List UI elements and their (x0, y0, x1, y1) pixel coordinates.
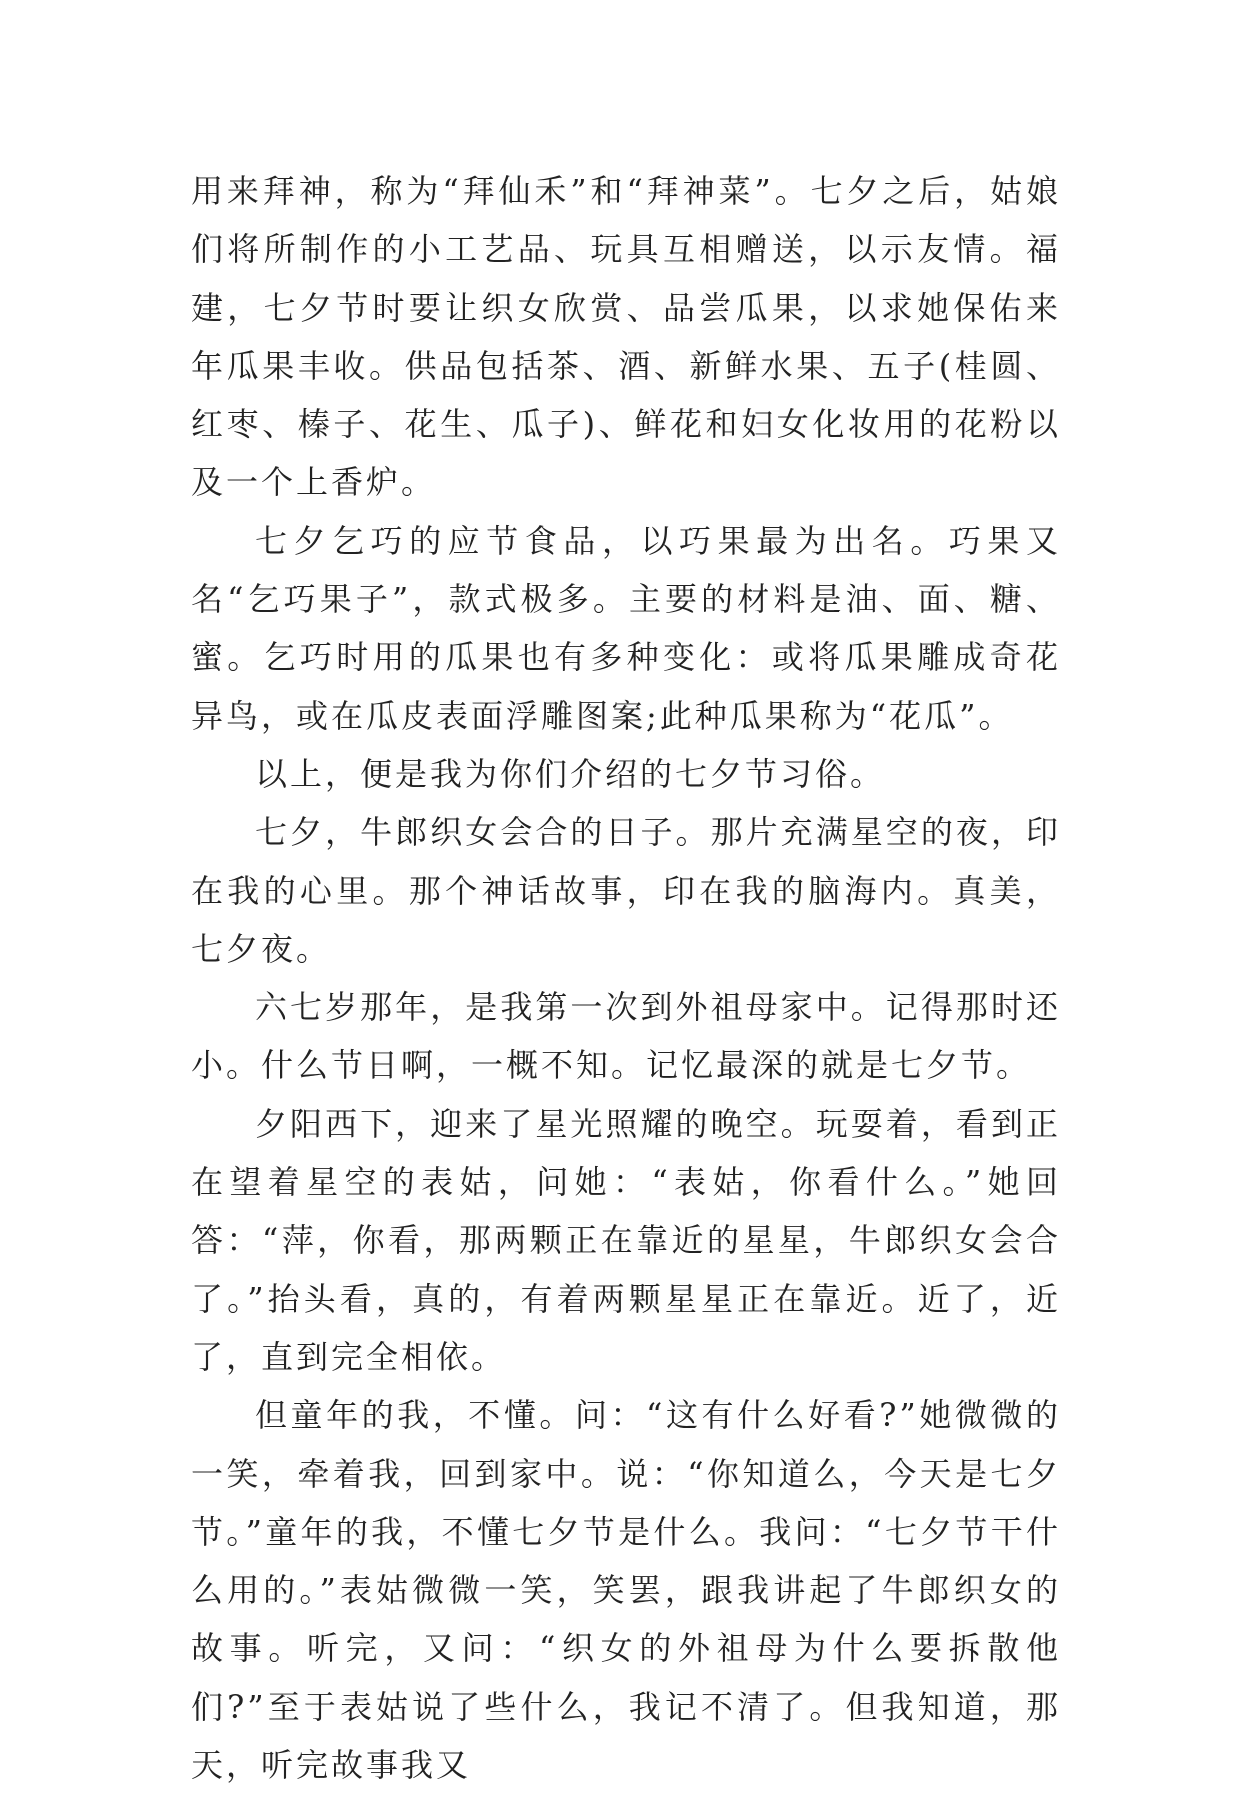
paragraph-2: 七夕乞巧的应节食品，以巧果最为出名。巧果又名“乞巧果子”，款式极多。主要的材料是油、面、糖、蜜。乞巧时用的瓜果也有多种变化：或将瓜果雕成奇花异鸟，或在瓜皮表面浮雕图案;此种瓜果称为“花瓜”。 (191, 521, 1061, 735)
paragraph-3: 以上，便是我为你们介绍的七夕节习俗。 (255, 754, 886, 793)
paragraph-7: 但童年的我，不懂。问：“这有什么好看?”她微微的一笑，牵着我，回到家中。说：“你知道么，今天是七夕节。”童年的我，不懂七夕节是什么。我问：“七夕节干什么用的。”表姑微微一笑，笑罢，跟我讲起了牛郎织女的故事。听完，又问：“织女的外祖母为什么要拆散他们?”至于表姑说了些什么，我记不清了。但我知道，那天，听完故事我又 (191, 1396, 1061, 1785)
document-page (191, 162, 1061, 1794)
paragraph-4: 七夕，牛郎织女会合的日子。那片充满星空的夜，印在我的心里。那个神话故事，印在我的脑海内。真美，七夕夜。 (191, 813, 1061, 968)
paragraph-1: 用来拜神，称为“拜仙禾”和“拜神菜”。七夕之后，姑娘们将所制作的小工艺品、玩具互相赠送，以示友情。福建，七夕节时要让织女欣赏、品尝瓜果，以求她保佑来年瓜果丰收。供品包括茶、酒、新鲜水果、五子(桂圆、红枣、榛子、花生、瓜子)、鲜花和妇女化妆用的花粉以及一个上香炉。 (191, 172, 1061, 502)
paragraph-6: 夕阳西下，迎来了星光照耀的晚空。玩耍着，看到正在望着星空的表姑，问她：“表姑，你看什么。”她回答：“萍，你看，那两颗正在靠近的星星，牛郎织女会合了。”抬头看，真的，有着两颗星星正在靠近。近了，近了，直到完全相依。 (191, 1104, 1061, 1376)
paragraph-5: 六七岁那年，是我第一次到外祖母家中。记得那时还小。什么节日啊，一概不知。记忆最深的就是七夕节。 (191, 988, 1061, 1085)
